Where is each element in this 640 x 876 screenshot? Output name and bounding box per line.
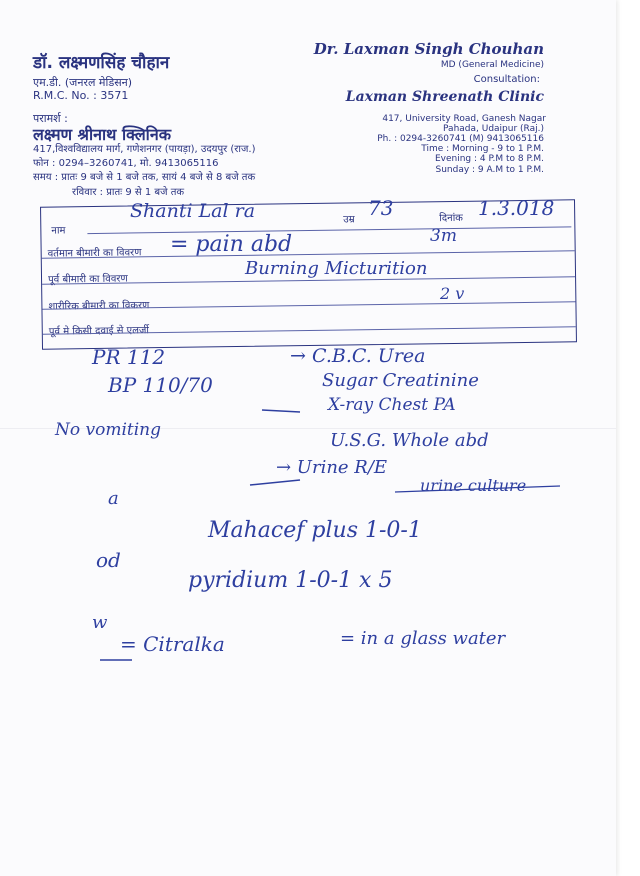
hw-left-note-1: No vomiting xyxy=(55,420,162,440)
date-label: दिनांक xyxy=(439,212,464,225)
degree-english: MD (General Medicine) xyxy=(440,60,544,70)
hw-tests-3: X-ray Chest PA xyxy=(328,395,456,415)
rmc-number: R.M.C. No. : 3571 xyxy=(33,89,129,102)
hw-past-illness: Burning Micturition xyxy=(245,258,428,279)
current-illness-label: वर्तमान बीमारी का विवरण xyxy=(47,247,142,260)
hw-vitals-pr: PR 112 xyxy=(92,345,166,369)
physical-illness-label: शारीरिक बीमारी का विकरण xyxy=(48,300,150,313)
time-sunday: Sunday : 9 A.M to 1 P.M. xyxy=(435,165,544,175)
address-line1-english: 417, University Road, Ganesh Nagar xyxy=(382,114,546,124)
hw-rx-2: pyridium 1-0-1 x 5 xyxy=(188,568,393,593)
hw-age: 73 xyxy=(368,196,394,220)
clinic-name-english: Laxman Shreenath Clinic xyxy=(345,89,544,105)
address-line2-english: Pahada, Udaipur (Raj.) xyxy=(443,124,544,134)
hw-rx-1-prefix: od xyxy=(96,548,121,572)
degree-hindi: एम.डी. (जनरल मेडिसन) xyxy=(33,76,133,89)
clinic-name-hindi: लक्ष्मण श्रीनाथ क्लिनिक xyxy=(33,125,171,144)
phone-hindi: फोन : 0294–3260741, मो. 9413065116 xyxy=(33,158,219,169)
hw-physical: 2 v xyxy=(440,284,465,303)
time-morning: Time : Morning - 9 to 1 P.M. xyxy=(421,144,544,154)
name-label: नाम xyxy=(51,225,66,237)
sunday-hindi: रविवार : प्रातः 9 से 1 बजे तक xyxy=(72,187,185,198)
ink-arrow-2 xyxy=(250,480,300,485)
time-evening: Evening : 4 P.M to 8 P.M. xyxy=(434,154,544,164)
hw-rx-1: Mahacef plus 1-0-1 xyxy=(208,518,422,543)
hw-left-note-2: a xyxy=(108,488,119,509)
allergy-label: पूर्व मे किसी दवाई से एलर्जी xyxy=(48,325,150,338)
ink-arrow-1 xyxy=(262,410,300,412)
hw-tests-6: urine culture xyxy=(420,476,527,495)
hw-tests-1: → C.B.C. Urea xyxy=(290,345,426,367)
consultation-label-english: Consultation: xyxy=(473,74,540,85)
hw-rx-3: = Citralka xyxy=(120,632,225,656)
hw-tests-2: Sugar Creatinine xyxy=(322,370,479,391)
consultation-label-hindi: परामर्श : xyxy=(33,112,68,125)
hw-rx-3b: = in a glass water xyxy=(340,628,506,649)
hw-date: 1.3.018 xyxy=(478,196,555,220)
doctor-name-english: Dr. Laxman Singh Chouhan xyxy=(313,40,544,58)
doctor-name-hindi: डॉ. लक्ष्मणसिंह चौहान xyxy=(33,53,170,73)
address-hindi: 417,विश्वविद्यालय मार्ग, गणेशनगर (पायड़ा), उदयपुर (राज.) xyxy=(33,144,256,155)
hw-tests-5: → Urine R/E xyxy=(276,457,388,478)
ink-underline-culture xyxy=(395,486,560,492)
hw-patient-name: Shanti Lal ra xyxy=(130,200,256,222)
hw-rx-3-prefix: w xyxy=(92,612,108,633)
hw-current-duration: 3m xyxy=(430,226,457,246)
timing-hindi: समय : प्रातः 9 बजे से 1 बजे तक, सायं 4 बजे से 8 बजे तक xyxy=(33,172,256,183)
hw-vitals-bp: BP 110/70 xyxy=(108,373,213,397)
hw-current-illness: = pain abd xyxy=(170,232,293,257)
past-illness-label: पूर्व बीमारी का विवरण xyxy=(47,273,128,286)
hw-tests-4: U.S.G. Whole abd xyxy=(330,430,489,451)
phone-english: Ph. : 0294-3260741 (M) 9413065116 xyxy=(377,134,544,144)
age-label: उम्र xyxy=(343,214,355,226)
